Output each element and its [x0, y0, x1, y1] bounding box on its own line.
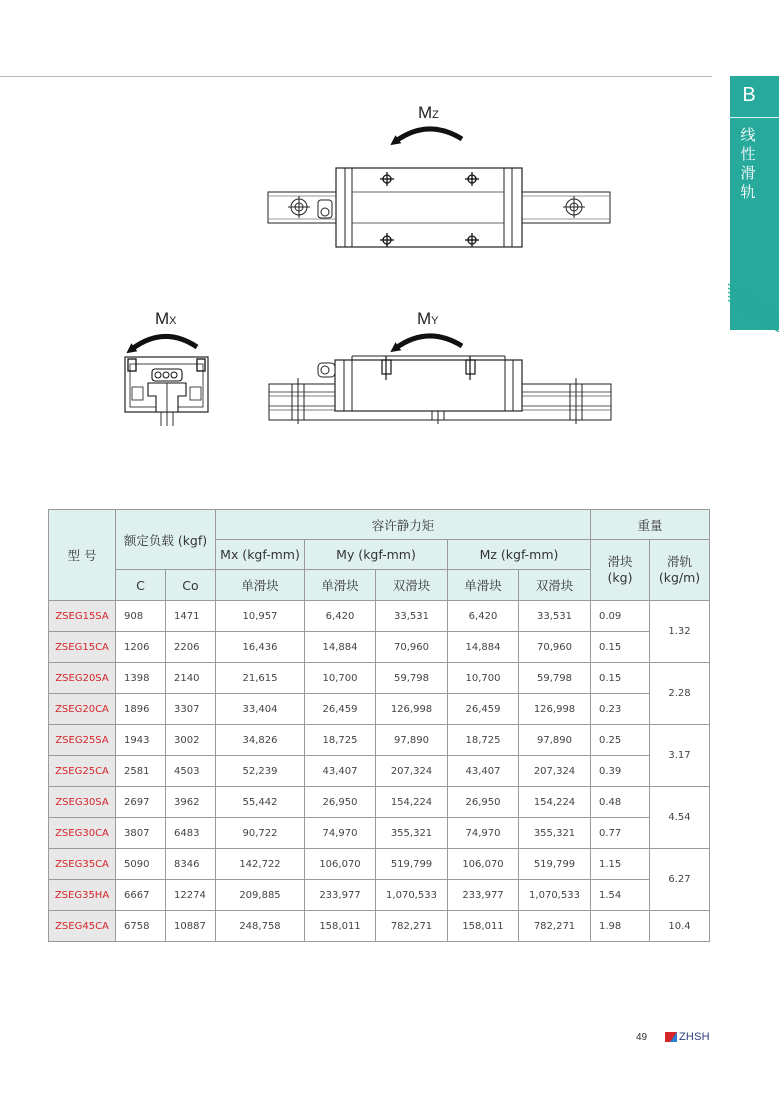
c-cell: 5090 — [116, 849, 166, 880]
my-double-cell: 1,070,533 — [376, 880, 448, 911]
mx-cell: 52,239 — [216, 756, 305, 787]
rail-weight-cell: 2.28 — [650, 663, 710, 725]
my-double-cell: 70,960 — [376, 632, 448, 663]
table-row — [49, 694, 710, 725]
my-label: M — [417, 309, 432, 328]
header-co: Co — [166, 570, 216, 601]
mz-single-cell: 6,420 — [448, 601, 519, 632]
end-view-drawing — [125, 309, 208, 426]
header-my: My (kgf-mm) — [305, 540, 448, 570]
my-single-cell: 74,970 — [305, 818, 376, 849]
header-my-single: 单滑块 — [305, 570, 376, 601]
my-subscript: Y — [431, 315, 439, 327]
mz-double-cell: 519,799 — [519, 849, 591, 880]
co-cell: 3002 — [166, 725, 216, 756]
mx-arrow — [132, 336, 197, 349]
my-single-cell: 10,700 — [305, 663, 376, 694]
mz-single-cell: 158,011 — [448, 911, 519, 942]
mz-arrow — [396, 129, 462, 141]
model-cell: ZSEG45CA — [49, 911, 116, 942]
header-mx-single: 单滑块 — [216, 570, 305, 601]
model-cell: ZSEG30CA — [49, 818, 116, 849]
mz-double-cell: 97,890 — [519, 725, 591, 756]
header-mz-double: 双滑块 — [519, 570, 591, 601]
mx-subscript: X — [169, 315, 177, 327]
mz-single-cell: 43,407 — [448, 756, 519, 787]
c-cell: 2697 — [116, 787, 166, 818]
header-block-weight: 滑块 (kg) — [591, 540, 650, 601]
header-mx: Mx (kgf-mm) — [216, 540, 305, 570]
model-cell: ZSEG35HA — [49, 880, 116, 911]
table-row — [49, 756, 710, 787]
moment-diagram — [0, 0, 779, 480]
mz-double-cell: 355,321 — [519, 818, 591, 849]
co-cell: 6483 — [166, 818, 216, 849]
block-weight-cell: 0.39 — [591, 756, 650, 787]
table-row — [49, 849, 710, 880]
header-c: C — [116, 570, 166, 601]
model-cell: ZSEG25CA — [49, 756, 116, 787]
mx-cell: 209,885 — [216, 880, 305, 911]
zhsh-logo-icon — [664, 1030, 678, 1044]
table-row — [49, 818, 710, 849]
block-weight-cell: 0.15 — [591, 632, 650, 663]
mx-cell: 21,615 — [216, 663, 305, 694]
my-single-cell: 14,884 — [305, 632, 376, 663]
my-single-cell: 18,725 — [305, 725, 376, 756]
my-single-cell: 106,070 — [305, 849, 376, 880]
chapter-char: 滑 — [740, 164, 756, 182]
my-arrow — [396, 336, 462, 348]
mx-cell: 55,442 — [216, 787, 305, 818]
mx-cell: 90,722 — [216, 818, 305, 849]
model-cell: ZSEG20SA — [49, 663, 116, 694]
my-double-cell: 355,321 — [376, 818, 448, 849]
table-row — [49, 880, 710, 911]
block-weight-cell: 0.25 — [591, 725, 650, 756]
c-cell: 6758 — [116, 911, 166, 942]
model-cell: ZSEG20CA — [49, 694, 116, 725]
mz-single-cell: 26,459 — [448, 694, 519, 725]
table-row — [49, 601, 710, 632]
mz-double-cell: 207,324 — [519, 756, 591, 787]
block-weight-cell: 0.15 — [591, 663, 650, 694]
header-moment: 容许静力矩 — [216, 510, 591, 540]
my-double-cell: 782,271 — [376, 911, 448, 942]
mz-single-cell: 10,700 — [448, 663, 519, 694]
header-mz-single: 单滑块 — [448, 570, 519, 601]
mz-double-cell: 154,224 — [519, 787, 591, 818]
rail-weight-cell: 6.27 — [650, 849, 710, 911]
mz-single-cell: 14,884 — [448, 632, 519, 663]
rail-weight-cell: 3.17 — [650, 725, 710, 787]
model-cell: ZSEG15CA — [49, 632, 116, 663]
block-weight-cell: 1.54 — [591, 880, 650, 911]
mz-double-cell: 33,531 — [519, 601, 591, 632]
model-cell: ZSEG25SA — [49, 725, 116, 756]
svg-text:MX — [155, 309, 177, 328]
block-weight-cell: 1.98 — [591, 911, 650, 942]
mz-double-cell: 59,798 — [519, 663, 591, 694]
co-cell: 8346 — [166, 849, 216, 880]
header-rail-weight: 滑轨 (kg/m) — [650, 540, 710, 601]
mz-single-cell: 18,725 — [448, 725, 519, 756]
chapter-char: 轨 — [740, 183, 756, 201]
my-double-cell: 33,531 — [376, 601, 448, 632]
my-single-cell: 158,011 — [305, 911, 376, 942]
c-cell: 1206 — [116, 632, 166, 663]
chapter-char: 线 — [740, 126, 756, 144]
header-my-double: 双滑块 — [376, 570, 448, 601]
co-cell: 2140 — [166, 663, 216, 694]
co-cell: 2206 — [166, 632, 216, 663]
c-cell: 6667 — [116, 880, 166, 911]
block-weight-cell: 0.23 — [591, 694, 650, 725]
my-single-cell: 233,977 — [305, 880, 376, 911]
chapter-char: 性 — [740, 145, 756, 163]
c-cell: 908 — [116, 601, 166, 632]
mz-single-cell: 74,970 — [448, 818, 519, 849]
rail-weight-cell: 4.54 — [650, 787, 710, 849]
c-cell: 1398 — [116, 663, 166, 694]
rail-weight-cell: 10.4 — [650, 911, 710, 942]
model-cell: ZSEG35CA — [49, 849, 116, 880]
mz-single-cell: 26,950 — [448, 787, 519, 818]
my-single-cell: 43,407 — [305, 756, 376, 787]
mz-double-cell: 126,998 — [519, 694, 591, 725]
mx-cell: 142,722 — [216, 849, 305, 880]
header-weight: 重量 — [591, 510, 710, 540]
mz-double-cell: 1,070,533 — [519, 880, 591, 911]
co-cell: 3962 — [166, 787, 216, 818]
mx-cell: 34,826 — [216, 725, 305, 756]
table-row — [49, 663, 710, 694]
table-row — [49, 632, 710, 663]
mz-single-cell: 233,977 — [448, 880, 519, 911]
co-cell: 12274 — [166, 880, 216, 911]
block-weight-cell: 0.09 — [591, 601, 650, 632]
header-mz: Mz (kgf-mm) — [448, 540, 591, 570]
model-cell: ZSEG15SA — [49, 601, 116, 632]
c-cell: 1943 — [116, 725, 166, 756]
my-double-cell: 207,324 — [376, 756, 448, 787]
chapter-letter: B — [742, 84, 756, 106]
table-row — [49, 787, 710, 818]
my-double-cell: 519,799 — [376, 849, 448, 880]
side-view-drawing — [269, 309, 611, 424]
mz-single-cell: 106,070 — [448, 849, 519, 880]
co-cell: 3307 — [166, 694, 216, 725]
c-cell: 2581 — [116, 756, 166, 787]
rail-weight-cell: 1.32 — [650, 601, 710, 663]
mx-cell: 16,436 — [216, 632, 305, 663]
mx-cell: 10,957 — [216, 601, 305, 632]
table-row — [49, 725, 710, 756]
co-cell: 4503 — [166, 756, 216, 787]
page-number: 49 — [636, 1032, 648, 1043]
c-cell: 3807 — [116, 818, 166, 849]
co-cell: 1471 — [166, 601, 216, 632]
my-double-cell: 97,890 — [376, 725, 448, 756]
mz-label: M — [418, 103, 433, 122]
header-rated-load: 额定负载 (kgf) — [116, 510, 216, 570]
co-cell: 10887 — [166, 911, 216, 942]
mz-subscript: Z — [432, 109, 439, 121]
my-single-cell: 26,950 — [305, 787, 376, 818]
table-row — [49, 911, 710, 942]
mx-cell: 33,404 — [216, 694, 305, 725]
brand-name: ZHSH — [679, 1031, 710, 1043]
svg-text:MZ — [418, 103, 439, 122]
mx-cell: 248,758 — [216, 911, 305, 942]
my-double-cell: 126,998 — [376, 694, 448, 725]
my-double-cell: 59,798 — [376, 663, 448, 694]
my-single-cell: 26,459 — [305, 694, 376, 725]
mz-double-cell: 70,960 — [519, 632, 591, 663]
model-cell: ZSEG30SA — [49, 787, 116, 818]
my-single-cell: 6,420 — [305, 601, 376, 632]
block-weight-cell: 1.15 — [591, 849, 650, 880]
top-view-drawing — [268, 103, 610, 247]
block-weight-cell: 0.48 — [591, 787, 650, 818]
c-cell: 1896 — [116, 694, 166, 725]
mx-label: M — [155, 309, 170, 328]
my-double-cell: 154,224 — [376, 787, 448, 818]
spec-table — [48, 509, 710, 942]
svg-text:MY — [417, 309, 439, 328]
header-model: 型 号 — [49, 510, 116, 601]
block-weight-cell: 0.77 — [591, 818, 650, 849]
mz-double-cell: 782,271 — [519, 911, 591, 942]
